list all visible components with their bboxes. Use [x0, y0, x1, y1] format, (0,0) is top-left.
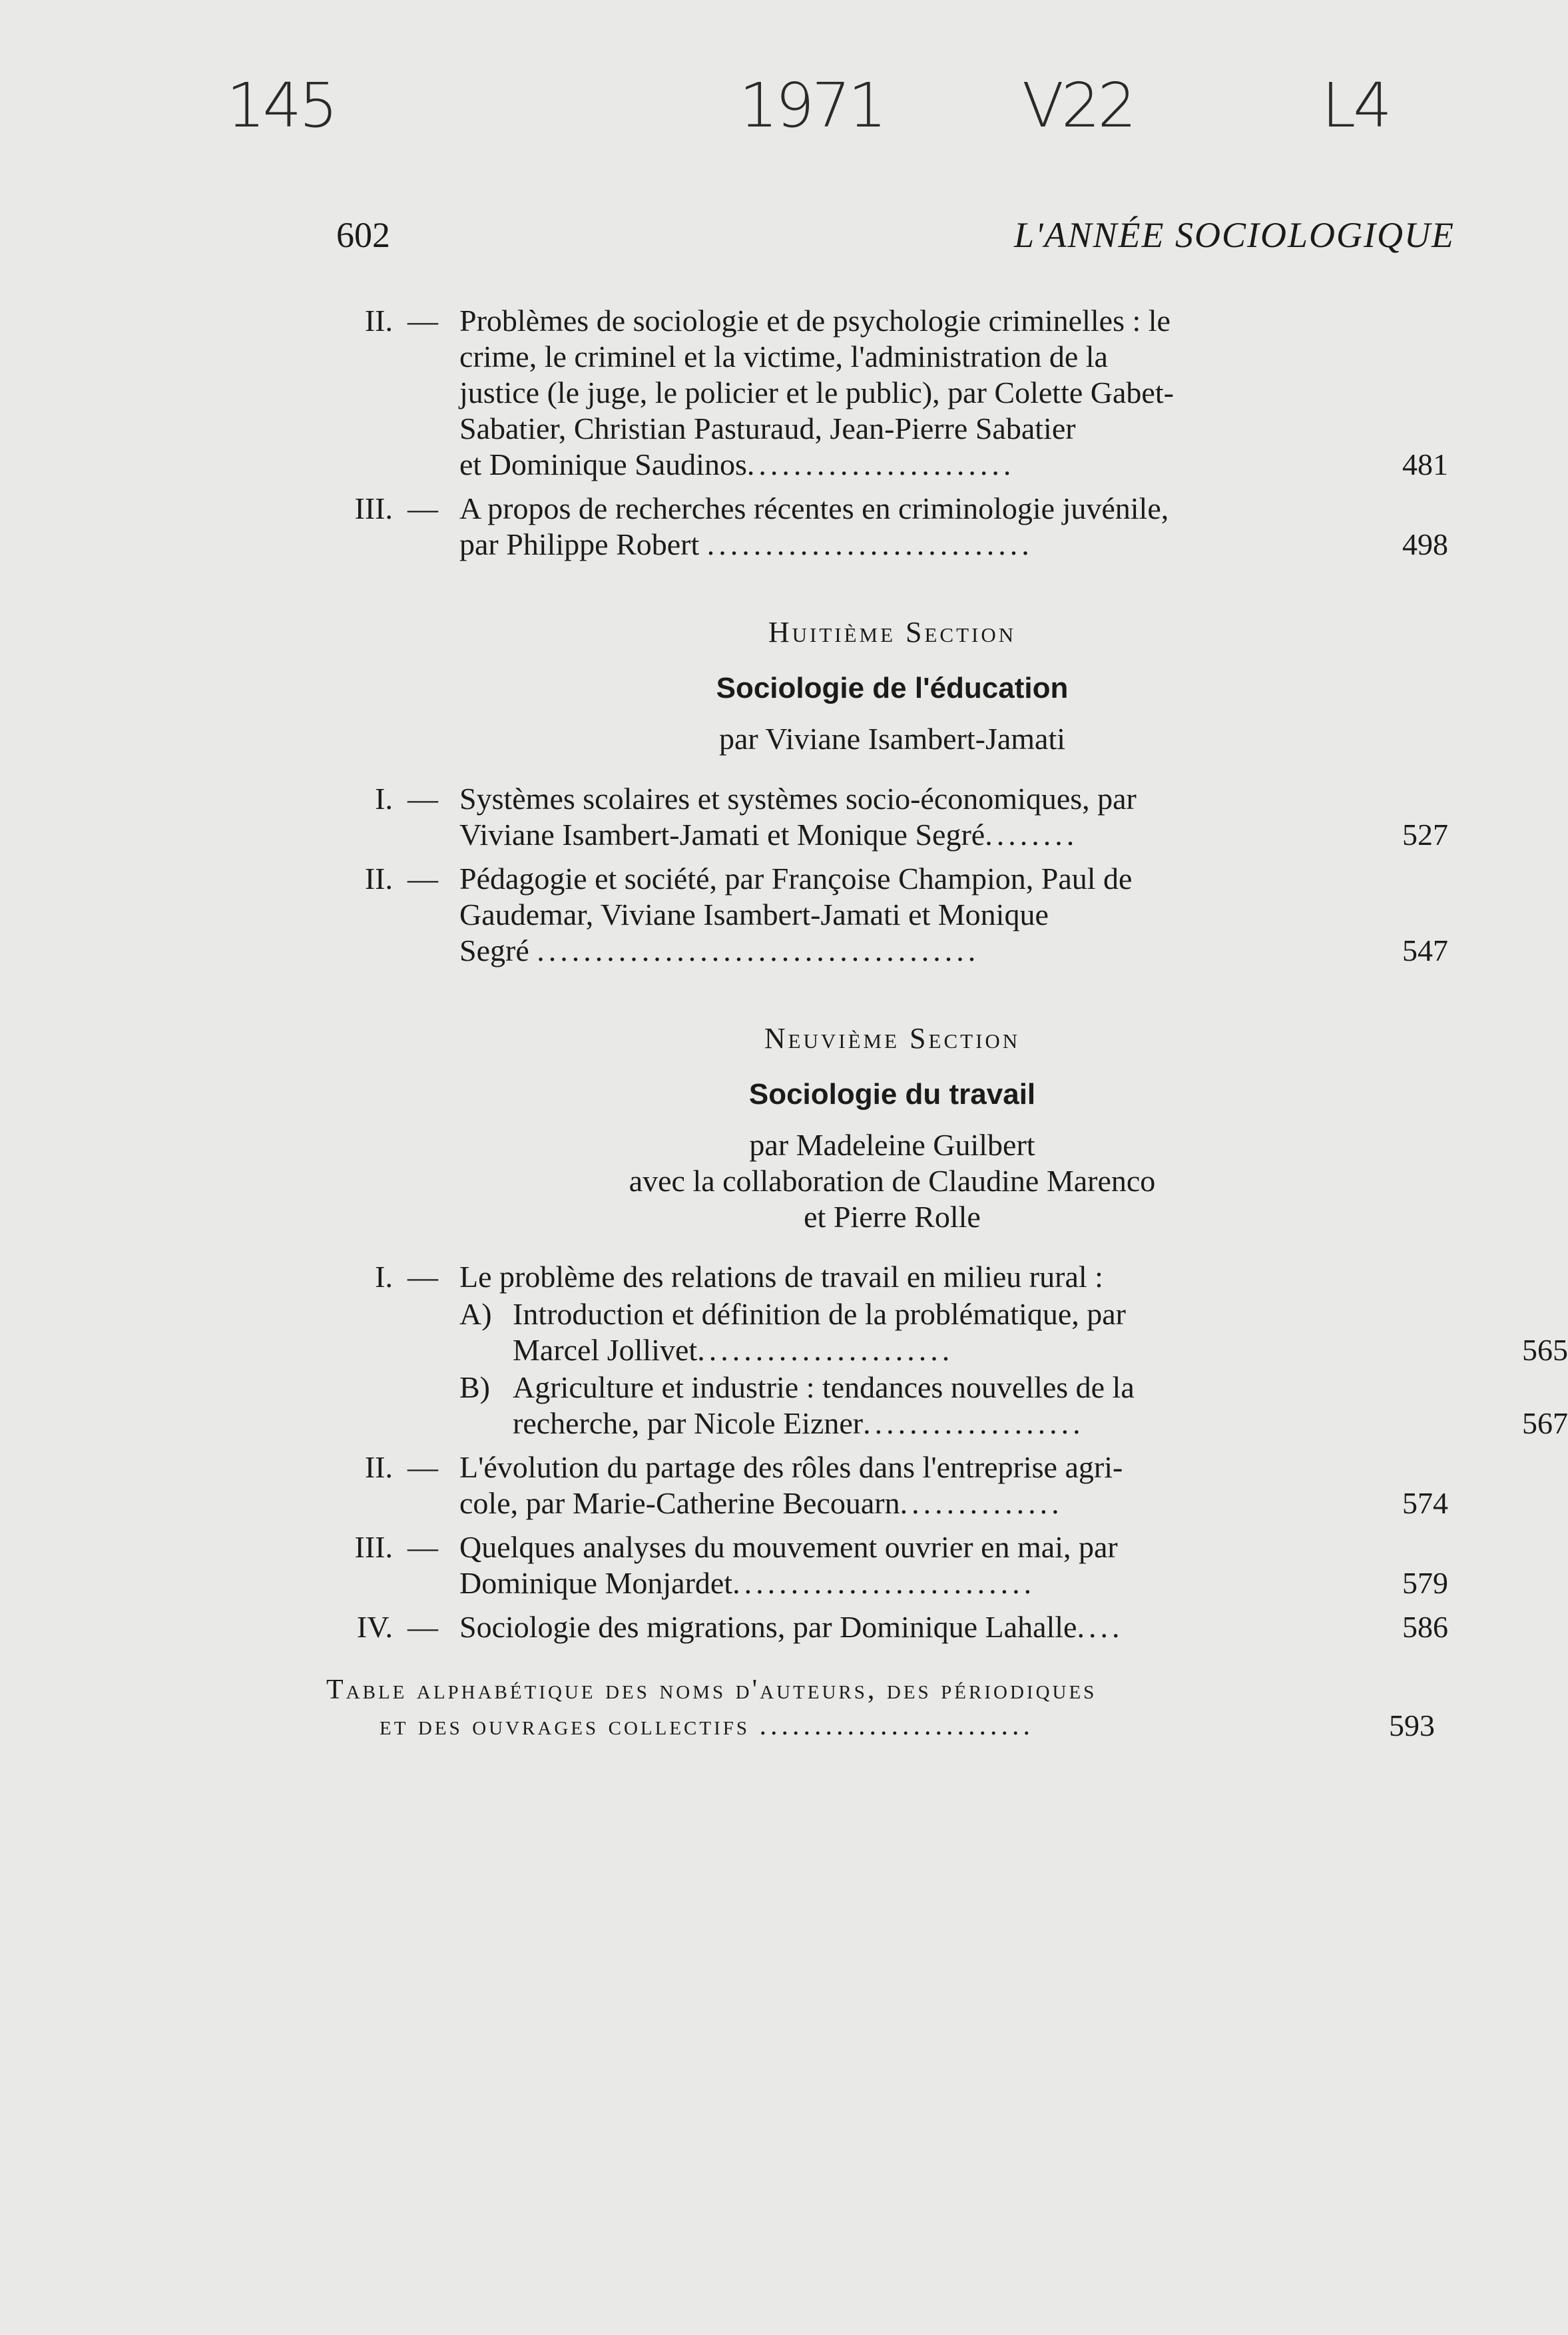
entry-line: Segré	[459, 933, 529, 967]
leader-dots: .........................	[759, 1710, 1035, 1741]
subentry-letter: B)	[459, 1370, 490, 1404]
running-head	[336, 214, 1455, 261]
entry-page: 574	[1402, 1486, 1448, 1520]
author-line: par Viviane Isambert-Jamati	[718, 722, 1066, 756]
entry-number: I.	[375, 1260, 393, 1294]
entry-line: recherche, par Nicole Eizner	[513, 1406, 864, 1440]
index-line: Table alphabétique des noms d'auteurs, des périodiques	[326, 1675, 1097, 1705]
toc-entry	[326, 1449, 1458, 1521]
handwritten-note-volume: 145	[226, 70, 336, 141]
entry-number: II.	[364, 862, 393, 896]
author-line: par Madeleine Guilbert	[749, 1128, 1035, 1162]
entry-line: Marcel Jollivet	[513, 1333, 698, 1367]
entry-dash: —	[407, 1530, 438, 1564]
section-label: Huitième Section	[768, 616, 1017, 649]
handwritten-note-year: 1971	[739, 70, 885, 141]
entry-line: Problèmes de sociologie et de psychologie criminelles : le	[459, 304, 1171, 338]
toc-entry	[326, 1529, 1458, 1601]
leader-dots: ......................................	[537, 933, 980, 967]
section-title: Sociologie du travail	[748, 1078, 1036, 1111]
entry-dash: —	[407, 862, 438, 896]
entry-page: 481	[1402, 447, 1448, 481]
toc-entry	[326, 781, 1458, 853]
entry-page: 593	[1389, 1708, 1435, 1742]
entry-number: II.	[364, 1450, 393, 1484]
author-line: avec la collaboration de Claudine Marenco	[629, 1164, 1156, 1198]
entry-page: 586	[1402, 1610, 1448, 1644]
toc-subentry	[459, 1296, 1568, 1368]
entry-line: par Philippe Robert	[459, 527, 700, 561]
entry-number: IV.	[356, 1610, 393, 1644]
leader-dots: ..............	[900, 1486, 1063, 1520]
entry-line: crime, le criminel et la victime, l'administration de la	[459, 340, 1108, 374]
index-line: et des ouvrages collectifs	[380, 1710, 750, 1741]
entry-line: Gaudemar, Viviane Isambert-Jamati et Monique	[459, 898, 1049, 931]
entry-page: 527	[1402, 818, 1448, 852]
leader-dots: ..........................	[732, 1566, 1036, 1600]
handwritten-note-volume-number: V22	[1022, 70, 1135, 141]
entry-dash: —	[407, 1260, 438, 1294]
toc-entry	[326, 303, 1458, 483]
author-line: et Pierre Rolle	[804, 1200, 981, 1234]
entry-line: et Dominique Saudinos	[459, 447, 747, 481]
leader-dots: ...................	[863, 1406, 1085, 1440]
entry-dash: —	[407, 1450, 438, 1484]
entry-line: cole, par Marie-Catherine Becouarn	[459, 1486, 900, 1520]
toc-subentry	[459, 1370, 1568, 1441]
entry-line: Le problème des relations de travail en milieu rural :	[459, 1260, 1103, 1294]
section-author	[326, 1127, 1458, 1235]
entry-line: Sociologie des migrations, par Dominique Lahalle	[459, 1610, 1077, 1644]
entry-line: Quelques analyses du mouvement ouvrier en mai, par	[459, 1530, 1118, 1564]
toc-entry	[326, 1609, 1458, 1645]
page-number: 602	[336, 215, 390, 255]
subentry-letter: A)	[459, 1297, 492, 1331]
entry-line: justice (le juge, le policier et le public), par Colette Gabet-	[459, 376, 1174, 409]
entry-dash: —	[407, 1610, 438, 1644]
section-label: Neuvième Section	[764, 1022, 1021, 1055]
entry-line: Viviane Isambert-Jamati et Monique Segré	[459, 818, 985, 852]
entry-line: Pédagogie et société, par Françoise Champion, Paul de	[459, 862, 1133, 896]
table-of-contents	[326, 303, 1568, 1744]
entry-page: 565	[1522, 1333, 1568, 1367]
toc-entry	[326, 1259, 1568, 1441]
leader-dots: ............................	[706, 527, 1033, 561]
entry-number: III.	[354, 491, 393, 525]
entry-dash: —	[407, 304, 438, 338]
entry-page: 567	[1522, 1406, 1568, 1440]
entry-dash: —	[407, 782, 438, 816]
entry-page: 579	[1402, 1566, 1448, 1600]
leader-dots: .......................	[746, 447, 1015, 481]
journal-title: L'ANNÉE SOCIOLOGIQUE	[1013, 215, 1455, 255]
section-title: Sociologie de l'éducation	[716, 672, 1069, 704]
entry-line: A propos de recherches récentes en criminologie juvénile,	[459, 491, 1169, 525]
entry-line: Dominique Monjardet	[459, 1566, 733, 1600]
entry-line: Systèmes scolaires et systèmes socio-économiques, par	[459, 782, 1137, 816]
entry-line: L'évolution du partage des rôles dans l'entreprise agri-	[459, 1450, 1123, 1484]
entry-number: II.	[364, 304, 393, 338]
toc-index-entry	[326, 1672, 1458, 1744]
toc-entry	[326, 491, 1458, 563]
leader-dots: ......................	[697, 1333, 954, 1367]
entry-line: Sabatier, Christian Pasturaud, Jean-Pierre Sabatier	[459, 411, 1076, 445]
entry-number: III.	[354, 1530, 393, 1564]
entry-dash: —	[407, 491, 438, 525]
entry-line: Introduction et définition de la problématique, par	[513, 1297, 1126, 1331]
section-author	[326, 721, 1458, 757]
entry-page: 547	[1402, 933, 1448, 967]
toc-entry	[326, 861, 1458, 969]
entry-page: 498	[1402, 527, 1448, 561]
leader-dots: ....	[1077, 1610, 1124, 1644]
entry-line: Agriculture et industrie : tendances nouvelles de la	[513, 1370, 1135, 1404]
leader-dots: ........	[985, 818, 1079, 852]
entry-number: I.	[375, 782, 393, 816]
handwritten-note-shelf: L4	[1322, 70, 1390, 141]
